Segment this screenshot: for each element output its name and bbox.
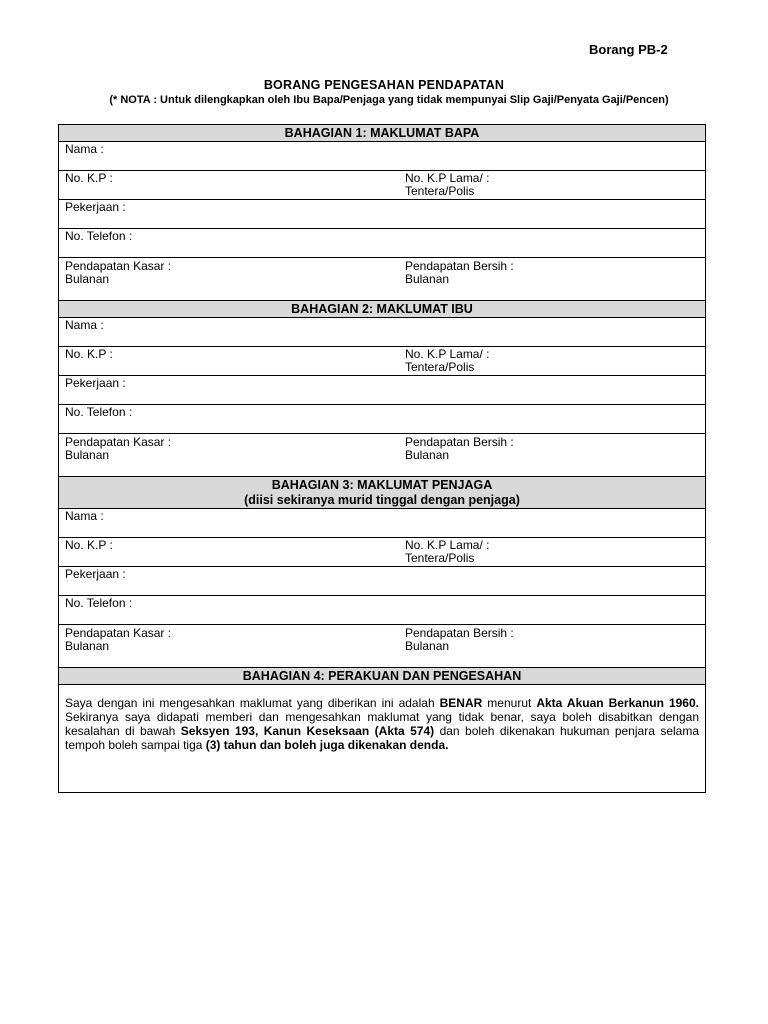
mother-occupation-row[interactable] — [59, 376, 705, 405]
guardian-income-row[interactable] — [59, 625, 705, 668]
ic-label: No. K.P : — [65, 171, 113, 185]
old-ic-label: No. K.P Lama/ : Tentera/Polis — [405, 538, 490, 565]
mother-phone-row[interactable] — [59, 405, 705, 434]
occupation-label: Pekerjaan : — [65, 567, 126, 581]
name-label: Nama : — [65, 142, 104, 156]
name-label: Nama : — [65, 509, 104, 523]
occupation-label: Pekerjaan : — [65, 376, 126, 390]
form-table — [58, 124, 706, 793]
section-3-header — [59, 477, 705, 509]
father-ic-row[interactable] — [59, 171, 705, 200]
guardian-name-row[interactable] — [59, 509, 705, 538]
declaration-text: Saya dengan ini mengesahkan maklumat yang diberikan ini adalah BENAR menurut Akta Akuan Berkanun 1960. Sekiranya saya didapati memberi dan mengesahkan maklumat yang tidak benar, saya boleh disabitkan dengan kesalahan di bawah Seksyen 193, Kanun Keseksaan (Akta 574) dan boleh dikenakan hukuman penjara selama tempoh boleh sampai tiga (3) tahun dan boleh juga dikenakan denda. — [65, 696, 699, 752]
mother-name-row[interactable] — [59, 318, 705, 347]
father-income-row[interactable] — [59, 258, 705, 301]
net-income-label: Pendapatan Bersih : Bulanan — [405, 435, 514, 462]
father-name-row[interactable] — [59, 142, 705, 171]
gross-income-label: Pendapatan Kasar : Bulanan — [65, 626, 172, 653]
net-income-label: Pendapatan Bersih : Bulanan — [405, 259, 514, 286]
phone-label: No. Telefon : — [65, 229, 133, 243]
name-label: Nama : — [65, 318, 104, 332]
guardian-phone-row[interactable] — [59, 596, 705, 625]
father-phone-row[interactable] — [59, 229, 705, 258]
phone-label: No. Telefon : — [65, 405, 133, 419]
mother-ic-row[interactable] — [59, 347, 705, 376]
net-income-label: Pendapatan Bersih : Bulanan — [405, 626, 514, 653]
form-code: Borang PB-2 — [589, 42, 668, 57]
old-ic-label: No. K.P Lama/ : Tentera/Polis — [405, 347, 490, 374]
gross-income-label: Pendapatan Kasar : Bulanan — [65, 435, 172, 462]
form-title: BORANG PENGESAHAN PENDAPATAN — [263, 78, 505, 92]
old-ic-label: No. K.P Lama/ : Tentera/Polis — [405, 171, 490, 198]
section-4-header: BAHAGIAN 4: PERAKUAN DAN PENGESAHAN — [59, 668, 705, 685]
occupation-label: Pekerjaan : — [65, 200, 126, 214]
gross-income-label: Pendapatan Kasar : Bulanan — [65, 259, 172, 286]
guardian-ic-row[interactable] — [59, 538, 705, 567]
father-occupation-row[interactable] — [59, 200, 705, 229]
section-3-title: BAHAGIAN 3: MAKLUMAT PENJAGA — [271, 478, 493, 492]
section-3-subtitle: (diisi sekiranya murid tinggal dengan penjaga) — [244, 493, 520, 507]
phone-label: No. Telefon : — [65, 596, 133, 610]
mother-income-row[interactable] — [59, 434, 705, 477]
ic-label: No. K.P : — [65, 538, 113, 552]
guardian-occupation-row[interactable] — [59, 567, 705, 596]
section-1-header: BAHAGIAN 1: MAKLUMAT BAPA — [59, 125, 705, 142]
ic-label: No. K.P : — [65, 347, 113, 361]
section-2-header: BAHAGIAN 2: MAKLUMAT IBU — [59, 301, 705, 318]
form-note: (* NOTA : Untuk dilengkapkan oleh Ibu Bapa/Penjaga yang tidak mempunyai Slip Gaji/Penyata Gaji/Pencen) — [109, 94, 669, 106]
